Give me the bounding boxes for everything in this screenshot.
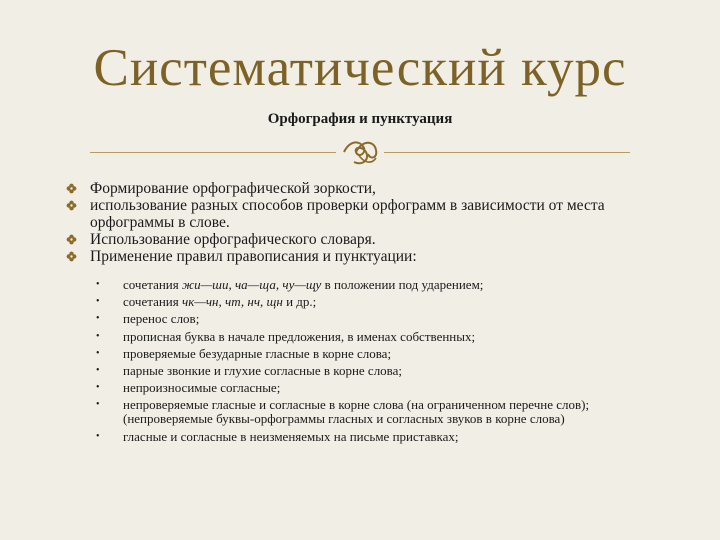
sub-list-item [96, 364, 641, 378]
dot-bullet-icon: • [96, 330, 100, 342]
sub-list-item [96, 347, 641, 361]
dot-bullet-icon: • [96, 313, 100, 325]
sub-list-item [96, 295, 641, 309]
sub-item-text: парные звонкие и глухие согласные в корне слова; [123, 362, 403, 378]
bullet-item [66, 231, 666, 248]
sub-item-text: перенос слов; [123, 311, 200, 327]
sub-item-text: непроверяемые гласные и согласные в корне слова (на ограниченном перечне слов);(непроверяемые буквы-орфограммы гласных и согласных звуков в корне слова) [123, 397, 590, 427]
sub-item-text: сочетания жи—ши, ча—ща, чу—щу в положении под ударением; [123, 277, 484, 292]
bullet-item [66, 197, 666, 231]
dot-bullet-icon: • [96, 430, 100, 442]
diamond-bullet-icon [66, 248, 90, 265]
slide-title: Систематический курс [93, 39, 627, 97]
dot-bullet-icon: • [96, 347, 100, 359]
sub-list-item [96, 312, 641, 326]
sub-list-item [96, 330, 641, 344]
diamond-bullet-icon [66, 180, 90, 197]
dot-bullet-icon: • [96, 296, 100, 308]
sub-list-item [96, 278, 641, 292]
diamond-bullet-icon [66, 197, 90, 214]
sub-list-item [96, 381, 641, 395]
dot-bullet-icon: • [96, 279, 100, 290]
dot-bullet-icon: • [96, 399, 100, 411]
sub-item-text: гласные и согласные в неизменяемых на письме приставках; [123, 428, 459, 444]
bullet-item [66, 248, 666, 265]
sub-item-text: прописная буква в начале предложения, в именах собственных; [123, 328, 476, 344]
bullet-text: Применение правил правописания и пунктуации: [90, 248, 417, 265]
slide-subtitle: Орфография и пунктуация [267, 111, 453, 127]
sub-item-text: непроизносимые согласные; [123, 380, 281, 396]
sub-item-text: сочетания чк—чн, чт, нч, щн и др.; [123, 294, 317, 310]
scroll-ornament-icon [336, 136, 384, 168]
sub-item-text: проверяемые безударные гласные в корне слова; [123, 345, 392, 361]
sub-bullet-list [96, 278, 641, 447]
dot-bullet-icon: • [96, 364, 100, 376]
bullet-text: использование разных способов проверки орфограмм в зависимости от места орфограммы в слове. [90, 197, 605, 231]
bullet-item [66, 180, 666, 197]
italic-example: жи—ши, ча—ща, чу—щу [182, 277, 322, 292]
sub-list-item [96, 398, 641, 426]
sub-list-item [96, 430, 641, 444]
bullet-text: Формирование орфографической зоркости, [90, 180, 376, 197]
dot-bullet-icon: • [96, 382, 100, 394]
diamond-bullet-icon [66, 231, 90, 248]
main-bullet-list [66, 180, 666, 265]
bullet-text: Использование орфографического словаря. [90, 231, 376, 248]
italic-example: чк—чн, чт, нч, щн [182, 294, 283, 310]
